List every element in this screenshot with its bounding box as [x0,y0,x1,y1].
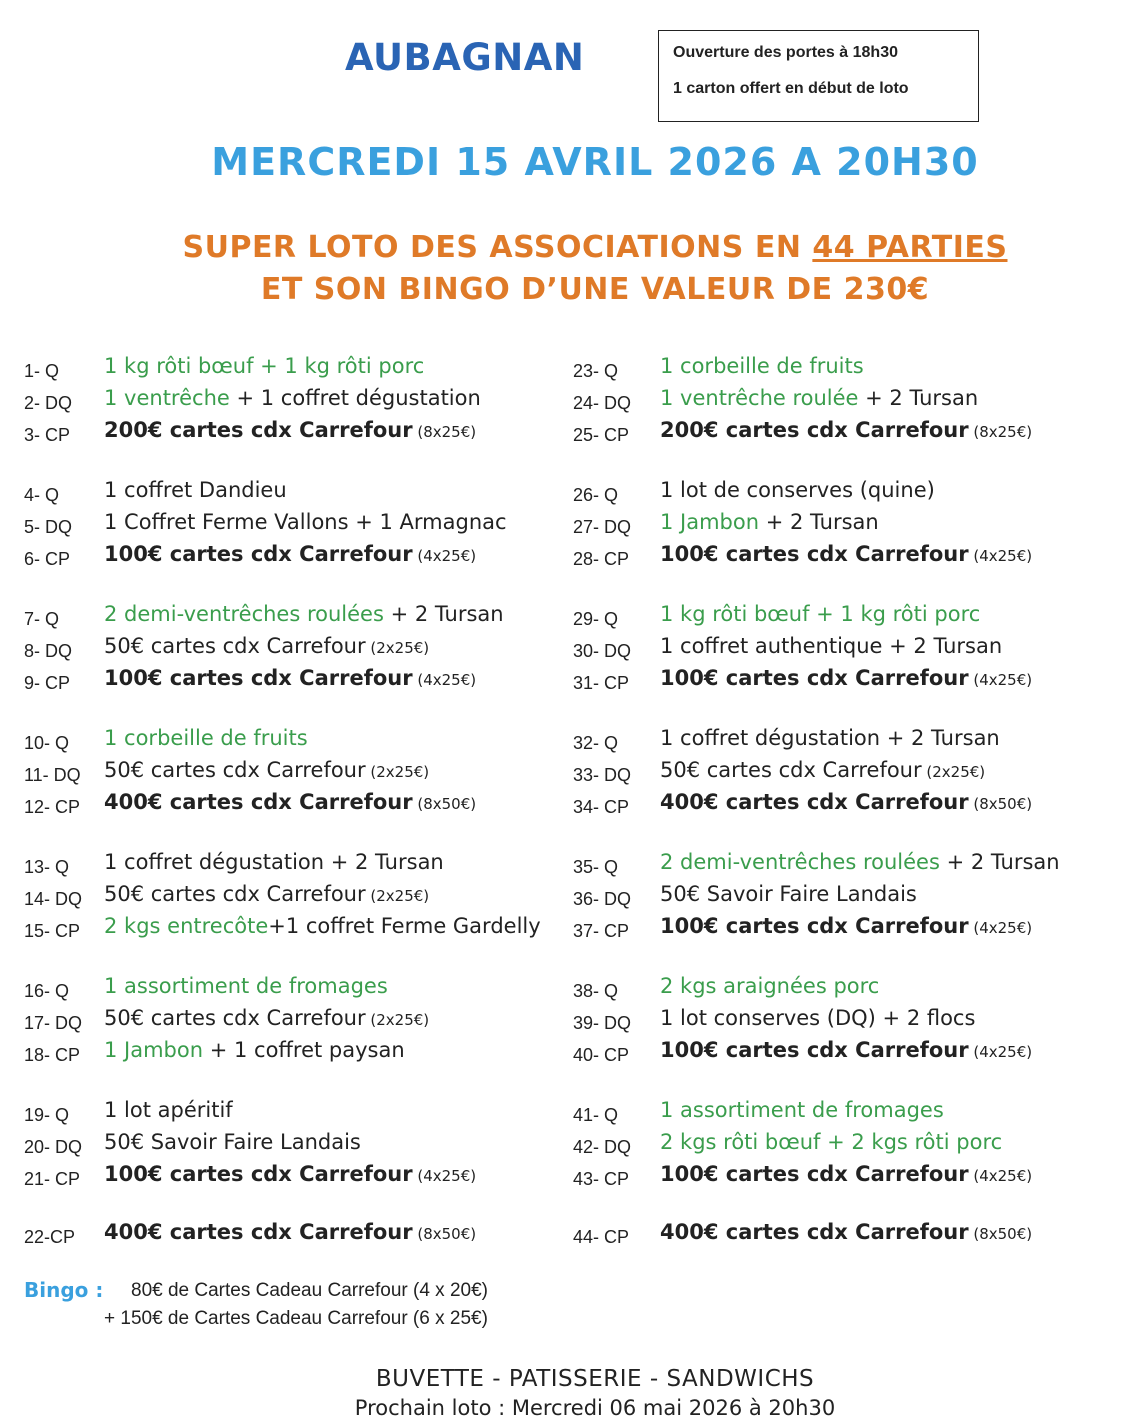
game-number: 31- CP [573,673,630,693]
game-number: 17- DQ [24,1013,83,1033]
headline-line-2: ET SON BINGO D’UNE VALEUR DE 230€ [260,272,930,307]
game-number: 8- DQ [24,641,73,661]
game-number: 37- CP [573,921,630,941]
free-card-text: 1 carton offert en début de loto [673,80,909,97]
prize-extra: (8x25€) [968,423,1033,441]
game-number: 5- DQ [24,517,73,537]
prize-main: 1 kg rôti bœuf + 1 kg rôti porc [104,354,425,378]
game-number: 7- Q [24,609,60,629]
prize-extra: (4x25€) [968,671,1033,689]
prize-main: 100€ cartes cdx Carrefour [104,1162,413,1186]
prize-main: 100€ cartes cdx Carrefour [660,1038,969,1062]
prize-main: 50€ cartes cdx Carrefour [660,758,922,782]
prize-main: 1 lot apéritif [104,1098,233,1122]
game-number: 16- Q [24,981,70,1001]
game-prize [104,418,476,442]
game-prize [104,602,504,626]
game-number: 28- CP [573,549,630,569]
prize-main: 1 lot conserves (DQ) + 2 flocs [660,1006,976,1030]
door-opening-box [658,30,979,122]
prize-extra: (4x25€) [412,671,477,689]
game-prize [660,790,1032,814]
game-prize [660,602,980,626]
game-number: 29- Q [573,609,619,629]
game-prize [660,634,1002,658]
prize-extra: (2x25€) [365,1011,430,1029]
bingo-prize-2: + 150€ de Cartes Cadeau Carrefour (6 x 25€) [104,1308,488,1329]
game-number: 36- DQ [573,889,632,909]
game-number: 2- DQ [24,393,73,413]
prize-main: 50€ cartes cdx Carrefour [104,1006,366,1030]
prize-extra: (2x25€) [365,763,430,781]
game-number: 32- Q [573,733,619,753]
prize-main: 400€ cartes cdx Carrefour [104,790,413,814]
game-number: 21- CP [24,1169,81,1189]
game-prize [104,974,388,998]
game-number: 33- DQ [573,765,632,785]
prize-extra: (8x50€) [968,1225,1033,1243]
game-number: 26- Q [573,485,619,505]
door-opening-text: Ouverture des portes à 18h30 [673,44,898,61]
game-prize [104,510,507,534]
prize-main: 400€ cartes cdx Carrefour [104,1220,413,1244]
game-number: 10- Q [24,733,70,753]
prize-main: 50€ cartes cdx Carrefour [104,882,366,906]
prize-main: 50€ cartes cdx Carrefour [104,758,366,782]
prize-main: 2 demi-ventrêches roulées [104,602,384,626]
prize-main: 1 Jambon [104,1038,204,1062]
prize-main: 50€ Savoir Faire Landais [104,1130,361,1154]
prize-main: 200€ cartes cdx Carrefour [660,418,969,442]
game-number: 42- DQ [573,1137,632,1157]
prize-main: 1 coffret dégustation + 2 Tursan [660,726,1000,750]
prize-extra: + 2 Tursan [759,510,879,534]
game-prize [660,758,985,782]
prize-main: 100€ cartes cdx Carrefour [660,1162,969,1186]
game-number: 44- CP [573,1227,630,1247]
game-prize [660,354,864,378]
game-number: 6- CP [24,549,71,569]
prize-main: 1 coffret dégustation + 2 Tursan [104,850,444,874]
game-prize [104,758,429,782]
game-prize [660,478,935,502]
game-number: 39- DQ [573,1013,632,1033]
game-number: 40- CP [573,1045,630,1065]
prize-extra: (4x25€) [968,1043,1033,1061]
game-prize [104,1098,233,1122]
game-prize [104,542,476,566]
prize-main: 400€ cartes cdx Carrefour [660,790,969,814]
headline-games-count: 44 PARTIES [812,230,1008,265]
game-number: 13- Q [24,857,70,877]
prize-extra: + 2 Tursan [939,850,1060,874]
game-prize [660,386,978,410]
game-prize [104,790,476,814]
game-number: 43- CP [573,1169,630,1189]
game-prize [104,1220,476,1244]
game-number: 19- Q [24,1105,70,1125]
prize-main: 100€ cartes cdx Carrefour [104,542,413,566]
game-number: 1- Q [24,361,60,381]
game-number: 41- Q [573,1105,619,1125]
game-prize [660,1162,1032,1186]
headline-line-1 [0,230,1125,265]
game-prize [660,1130,1002,1154]
prize-main: 1 assortiment de fromages [104,974,388,998]
prize-main: 1 lot de conserves (quine) [660,478,935,502]
event-date: MERCREDI 15 AVRIL 2026 A 20H30 [211,140,979,184]
prize-main: 200€ cartes cdx Carrefour [104,418,413,442]
game-prize [660,666,1032,690]
game-prize [104,666,476,690]
prize-extra: + 1 coffret paysan [203,1038,405,1062]
prize-main: 1 coffret Dandieu [104,478,287,502]
game-prize [104,914,541,938]
prize-main: 400€ cartes cdx Carrefour [660,1220,969,1244]
game-number: 12- CP [24,797,81,817]
prize-main: 2 kgs rôti bœuf + 2 kgs rôti porc [660,1130,1003,1154]
prize-main: 1 coffret authentique + 2 Tursan [660,634,1003,658]
game-prize [660,882,917,906]
bingo-prize-1: 80€ de Cartes Cadeau Carrefour (4 x 20€) [131,1280,488,1301]
game-prize [660,974,879,998]
prize-extra: + 2 Tursan [858,386,979,410]
game-number: 27- DQ [573,517,632,537]
prize-main: 100€ cartes cdx Carrefour [660,542,969,566]
game-number: 30- DQ [573,641,632,661]
prize-extra: + 2 Tursan [383,602,504,626]
prize-extra: (2x25€) [921,763,986,781]
game-prize [104,1038,405,1062]
game-number: 22-CP [24,1227,76,1247]
prize-main: 100€ cartes cdx Carrefour [660,914,969,938]
game-prize [104,478,287,502]
footer-next-loto: Prochain loto : Mercredi 06 mai 2026 à 20h30 [354,1396,836,1420]
prize-main: 50€ Savoir Faire Landais [660,882,917,906]
game-number: 24- DQ [573,393,632,413]
prize-extra: (8x25€) [412,423,477,441]
game-number: 3- CP [24,425,71,445]
prize-extra: + 1 coffret dégustation [229,386,481,410]
prize-main: 50€ cartes cdx Carrefour [104,634,366,658]
game-prize [660,510,879,534]
game-prize [660,914,1032,938]
game-prize [660,1098,944,1122]
prize-extra: +1 coffret Ferme Gardelly [268,914,541,938]
prize-main: 100€ cartes cdx Carrefour [104,666,413,690]
game-number: 35- Q [573,857,619,877]
game-prize [104,354,424,378]
prize-extra: (4x25€) [412,1167,477,1185]
game-prize [104,634,429,658]
game-prize [104,386,481,410]
game-prize [660,542,1032,566]
game-number: 38- Q [573,981,619,1001]
game-prize [104,726,308,750]
town-title: AUBAGNAN [345,36,585,79]
prize-extra: (2x25€) [365,639,430,657]
game-number: 23- Q [573,361,619,381]
prize-extra: (2x25€) [365,887,430,905]
game-number: 25- CP [573,425,630,445]
prize-main: 1 kg rôti bœuf + 1 kg rôti porc [660,602,981,626]
prize-extra: (4x25€) [968,1167,1033,1185]
prize-main: 2 demi-ventrêches roulées [660,850,940,874]
bingo-label: Bingo : [24,1278,104,1302]
game-number: 9- CP [24,673,71,693]
game-prize [660,850,1060,874]
prize-main: 100€ cartes cdx Carrefour [660,666,969,690]
game-prize [660,1220,1032,1244]
game-prize [104,850,444,874]
prize-extra: (4x25€) [968,547,1033,565]
prize-main: 1 assortiment de fromages [660,1098,944,1122]
game-prize [660,1038,1032,1062]
game-number: 11- DQ [24,765,81,785]
prize-main: 2 kgs araignées porc [660,974,880,998]
prize-main: 1 Jambon [660,510,760,534]
prize-main: 1 corbeille de fruits [660,354,864,378]
game-number: 14- DQ [24,889,83,909]
game-number: 34- CP [573,797,630,817]
headline-prefix: SUPER LOTO DES ASSOCIATIONS EN [182,230,813,265]
prize-main: 1 ventrêche [104,386,230,410]
prize-main: 2 kgs entrecôte [104,914,269,938]
game-prize [104,1006,429,1030]
game-number: 18- CP [24,1045,81,1065]
game-prize [660,418,1032,442]
game-prize [104,882,429,906]
prize-main: 1 ventrêche roulée [660,386,859,410]
game-prize [104,1162,476,1186]
game-number: 20- DQ [24,1137,83,1157]
prize-main: 1 Coffret Ferme Vallons + 1 Armagnac [104,510,507,534]
prize-main: 1 corbeille de fruits [104,726,308,750]
prize-extra: (4x25€) [968,919,1033,937]
game-prize [660,726,1000,750]
prize-extra: (4x25€) [412,547,477,565]
game-number: 15- CP [24,921,81,941]
footer-services: BUVETTE - PATISSERIE - SANDWICHS [375,1366,815,1392]
game-prize [660,1006,975,1030]
prize-extra: (8x50€) [968,795,1033,813]
prize-extra: (8x50€) [412,1225,477,1243]
game-prize [104,1130,361,1154]
game-number: 4- Q [24,485,60,505]
prize-extra: (8x50€) [412,795,477,813]
